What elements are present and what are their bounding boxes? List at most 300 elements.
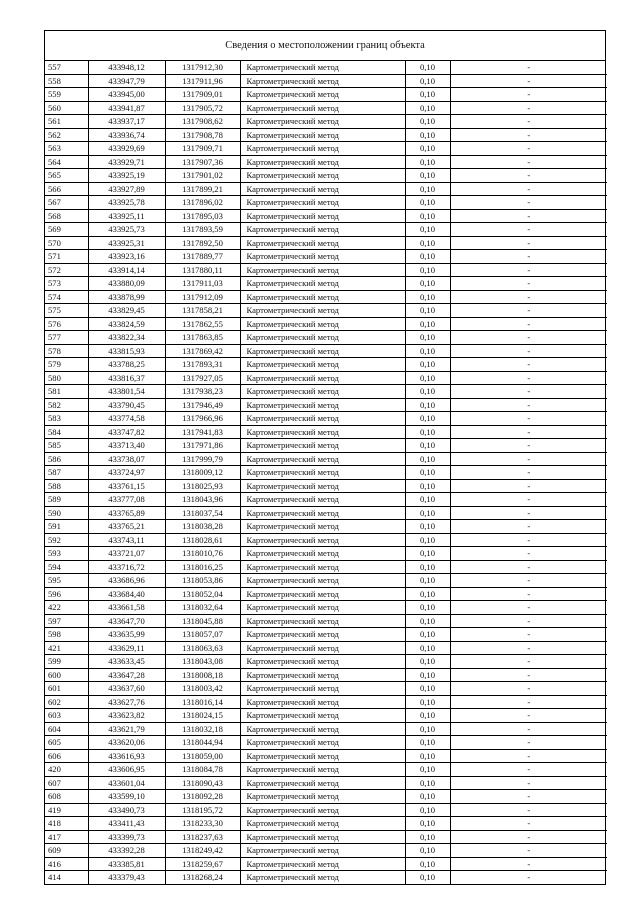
table-row — [45, 871, 607, 884]
precision-cell: 0,10 — [405, 209, 450, 223]
method-cell: Картометрический метод — [240, 709, 405, 723]
precision-cell: 0,10 — [405, 304, 450, 318]
description-cell: - — [450, 236, 607, 250]
coordinate-y-cell: 1318249,42 — [165, 844, 240, 858]
method-cell: Картометрический метод — [240, 344, 405, 358]
coordinate-y-cell: 1318003,42 — [165, 682, 240, 696]
coordinate-x-cell: 433616,93 — [88, 749, 165, 763]
method-cell: Картометрический метод — [240, 493, 405, 507]
method-cell: Картометрический метод — [240, 817, 405, 831]
coordinate-y-cell: 1318090,43 — [165, 776, 240, 790]
precision-cell: 0,10 — [405, 155, 450, 169]
method-cell: Картометрический метод — [240, 790, 405, 804]
table-row — [45, 790, 607, 804]
method-cell: Картометрический метод — [240, 736, 405, 750]
coordinate-x-cell: 433925,19 — [88, 169, 165, 183]
point-number-cell: 595 — [45, 574, 88, 588]
point-number-cell: 564 — [45, 155, 88, 169]
coordinate-x-cell: 433716,72 — [88, 560, 165, 574]
table-row — [45, 520, 607, 534]
coordinate-y-cell: 1318057,07 — [165, 628, 240, 642]
method-cell: Картометрический метод — [240, 668, 405, 682]
precision-cell: 0,10 — [405, 74, 450, 88]
description-cell: - — [450, 479, 607, 493]
precision-cell: 0,10 — [405, 871, 450, 884]
coordinate-x-cell: 433738,07 — [88, 452, 165, 466]
precision-cell: 0,10 — [405, 439, 450, 453]
precision-cell: 0,10 — [405, 479, 450, 493]
coordinate-y-cell: 1318043,08 — [165, 655, 240, 669]
description-cell: - — [450, 169, 607, 183]
coordinate-x-cell: 433941,87 — [88, 101, 165, 115]
description-cell: - — [450, 61, 607, 74]
point-number-cell: 577 — [45, 331, 88, 345]
coordinate-x-cell: 433761,15 — [88, 479, 165, 493]
point-number-cell: 602 — [45, 695, 88, 709]
point-number-cell: 601 — [45, 682, 88, 696]
description-cell: - — [450, 371, 607, 385]
coordinate-y-cell: 1317863,85 — [165, 331, 240, 345]
description-cell: - — [450, 641, 607, 655]
point-number-cell: 585 — [45, 439, 88, 453]
description-cell: - — [450, 506, 607, 520]
precision-cell: 0,10 — [405, 466, 450, 480]
table-row — [45, 61, 607, 74]
precision-cell: 0,10 — [405, 506, 450, 520]
coordinate-x-cell: 433925,78 — [88, 196, 165, 210]
table-row — [45, 155, 607, 169]
coordinate-x-cell: 433399,73 — [88, 830, 165, 844]
coordinate-y-cell: 1317999,79 — [165, 452, 240, 466]
description-cell: - — [450, 290, 607, 304]
point-number-cell: 558 — [45, 74, 88, 88]
coordinate-x-cell: 433620,06 — [88, 736, 165, 750]
table-row — [45, 709, 607, 723]
description-cell: - — [450, 668, 607, 682]
point-number-cell: 418 — [45, 817, 88, 831]
point-number-cell: 565 — [45, 169, 88, 183]
coordinate-y-cell: 1318044,94 — [165, 736, 240, 750]
description-cell: - — [450, 614, 607, 628]
coordinate-x-cell: 433637,60 — [88, 682, 165, 696]
method-cell: Картометрический метод — [240, 304, 405, 318]
method-cell: Картометрический метод — [240, 331, 405, 345]
document-title: Сведения о местоположении границ объекта — [45, 31, 605, 61]
table-row — [45, 817, 607, 831]
description-cell: - — [450, 790, 607, 804]
method-cell: Картометрический метод — [240, 358, 405, 372]
coordinate-y-cell: 1318063,63 — [165, 641, 240, 655]
coordinate-y-cell: 1317858,21 — [165, 304, 240, 318]
precision-cell: 0,10 — [405, 169, 450, 183]
method-cell: Картометрический метод — [240, 155, 405, 169]
table-row — [45, 236, 607, 250]
table-row — [45, 223, 607, 237]
coordinate-x-cell: 433599,10 — [88, 790, 165, 804]
precision-cell: 0,10 — [405, 817, 450, 831]
precision-cell: 0,10 — [405, 385, 450, 399]
point-number-cell: 578 — [45, 344, 88, 358]
table-row — [45, 88, 607, 102]
coordinate-x-cell: 433647,70 — [88, 614, 165, 628]
coordinate-x-cell: 433621,79 — [88, 722, 165, 736]
method-cell: Картометрический метод — [240, 196, 405, 210]
point-number-cell: 580 — [45, 371, 88, 385]
description-cell: - — [450, 844, 607, 858]
precision-cell: 0,10 — [405, 790, 450, 804]
point-number-cell: 568 — [45, 209, 88, 223]
method-cell: Картометрический метод — [240, 857, 405, 871]
point-number-cell: 607 — [45, 776, 88, 790]
table-row — [45, 128, 607, 142]
coordinate-y-cell: 1318195,72 — [165, 803, 240, 817]
description-cell: - — [450, 74, 607, 88]
method-cell: Картометрический метод — [240, 466, 405, 480]
table-row — [45, 304, 607, 318]
precision-cell: 0,10 — [405, 668, 450, 682]
point-number-cell: 579 — [45, 358, 88, 372]
method-cell: Картометрический метод — [240, 628, 405, 642]
point-number-cell: 567 — [45, 196, 88, 210]
precision-cell: 0,10 — [405, 533, 450, 547]
method-cell: Картометрический метод — [240, 412, 405, 426]
table-row — [45, 587, 607, 601]
precision-cell: 0,10 — [405, 115, 450, 129]
point-number-cell: 594 — [45, 560, 88, 574]
point-number-cell: 608 — [45, 790, 88, 804]
table-row — [45, 466, 607, 480]
coordinate-x-cell: 433647,28 — [88, 668, 165, 682]
coordinate-x-cell: 433947,79 — [88, 74, 165, 88]
coordinate-y-cell: 1318016,25 — [165, 560, 240, 574]
table-row — [45, 695, 607, 709]
description-cell: - — [450, 344, 607, 358]
description-cell: - — [450, 223, 607, 237]
point-number-cell: 559 — [45, 88, 88, 102]
method-cell: Картометрический метод — [240, 115, 405, 129]
table-row — [45, 493, 607, 507]
precision-cell: 0,10 — [405, 641, 450, 655]
table-row — [45, 371, 607, 385]
coordinate-y-cell: 1318016,14 — [165, 695, 240, 709]
table-row — [45, 776, 607, 790]
coordinate-x-cell: 433929,71 — [88, 155, 165, 169]
point-number-cell: 574 — [45, 290, 88, 304]
precision-cell: 0,10 — [405, 371, 450, 385]
method-cell: Картометрический метод — [240, 533, 405, 547]
coordinate-x-cell: 433411,43 — [88, 817, 165, 831]
coordinate-y-cell: 1318008,18 — [165, 668, 240, 682]
point-number-cell: 582 — [45, 398, 88, 412]
table-row — [45, 668, 607, 682]
coordinate-x-cell: 433724,97 — [88, 466, 165, 480]
description-cell: - — [450, 331, 607, 345]
point-number-cell: 590 — [45, 506, 88, 520]
coordinate-y-cell: 1318024,15 — [165, 709, 240, 723]
method-cell: Картометрический метод — [240, 574, 405, 588]
description-cell: - — [450, 263, 607, 277]
coordinate-x-cell: 433925,11 — [88, 209, 165, 223]
precision-cell: 0,10 — [405, 655, 450, 669]
coordinate-x-cell: 433633,45 — [88, 655, 165, 669]
coordinate-y-cell: 1318032,64 — [165, 601, 240, 615]
method-cell: Картометрический метод — [240, 682, 405, 696]
method-cell: Картометрический метод — [240, 844, 405, 858]
description-cell: - — [450, 817, 607, 831]
description-cell: - — [450, 439, 607, 453]
method-cell: Картометрический метод — [240, 209, 405, 223]
description-cell: - — [450, 520, 607, 534]
precision-cell: 0,10 — [405, 223, 450, 237]
precision-cell: 0,10 — [405, 547, 450, 561]
description-cell: - — [450, 358, 607, 372]
point-number-cell: 584 — [45, 425, 88, 439]
method-cell: Картометрический метод — [240, 61, 405, 74]
coordinate-x-cell: 433713,40 — [88, 439, 165, 453]
coordinate-y-cell: 1317893,59 — [165, 223, 240, 237]
table-row — [45, 682, 607, 696]
method-cell: Картометрический метод — [240, 263, 405, 277]
coordinate-x-cell: 433925,31 — [88, 236, 165, 250]
method-cell: Картометрический метод — [240, 479, 405, 493]
precision-cell: 0,10 — [405, 803, 450, 817]
coordinate-y-cell: 1317909,71 — [165, 142, 240, 156]
coordinate-y-cell: 1318037,54 — [165, 506, 240, 520]
precision-cell: 0,10 — [405, 88, 450, 102]
description-cell: - — [450, 682, 607, 696]
coordinate-x-cell: 433801,54 — [88, 385, 165, 399]
precision-cell: 0,10 — [405, 520, 450, 534]
coordinate-x-cell: 433777,08 — [88, 493, 165, 507]
description-cell: - — [450, 857, 607, 871]
point-number-cell: 570 — [45, 236, 88, 250]
table-row — [45, 142, 607, 156]
method-cell: Картометрический метод — [240, 830, 405, 844]
description-cell: - — [450, 196, 607, 210]
coordinate-x-cell: 433945,00 — [88, 88, 165, 102]
coordinate-x-cell: 433824,59 — [88, 317, 165, 331]
coordinate-y-cell: 1318009,12 — [165, 466, 240, 480]
point-number-cell: 581 — [45, 385, 88, 399]
method-cell: Картометрический метод — [240, 142, 405, 156]
coordinate-y-cell: 1317907,36 — [165, 155, 240, 169]
description-cell: - — [450, 142, 607, 156]
point-number-cell: 596 — [45, 587, 88, 601]
coordinates-table — [45, 61, 607, 884]
point-number-cell: 592 — [45, 533, 88, 547]
coordinate-x-cell: 433635,99 — [88, 628, 165, 642]
table-row — [45, 290, 607, 304]
table-row — [45, 263, 607, 277]
coordinate-y-cell: 1318032,18 — [165, 722, 240, 736]
coordinate-x-cell: 433627,76 — [88, 695, 165, 709]
coordinate-y-cell: 1318259,67 — [165, 857, 240, 871]
point-number-cell: 587 — [45, 466, 88, 480]
method-cell: Картометрический метод — [240, 641, 405, 655]
method-cell: Картометрический метод — [240, 290, 405, 304]
table-row — [45, 331, 607, 345]
method-cell: Картометрический метод — [240, 425, 405, 439]
coordinate-x-cell: 433747,82 — [88, 425, 165, 439]
table-row — [45, 358, 607, 372]
coordinate-x-cell: 433385,81 — [88, 857, 165, 871]
description-cell: - — [450, 398, 607, 412]
coordinate-x-cell: 433878,99 — [88, 290, 165, 304]
point-number-cell: 419 — [45, 803, 88, 817]
precision-cell: 0,10 — [405, 142, 450, 156]
table-row — [45, 614, 607, 628]
precision-cell: 0,10 — [405, 682, 450, 696]
point-number-cell: 576 — [45, 317, 88, 331]
precision-cell: 0,10 — [405, 709, 450, 723]
method-cell: Картометрический метод — [240, 763, 405, 777]
table-row — [45, 547, 607, 561]
table-row — [45, 74, 607, 88]
point-number-cell: 573 — [45, 277, 88, 291]
table-row — [45, 560, 607, 574]
table-row — [45, 344, 607, 358]
description-cell: - — [450, 115, 607, 129]
point-number-cell: 561 — [45, 115, 88, 129]
table-row — [45, 385, 607, 399]
precision-cell: 0,10 — [405, 493, 450, 507]
coordinate-y-cell: 1317912,09 — [165, 290, 240, 304]
point-number-cell: 421 — [45, 641, 88, 655]
coordinate-y-cell: 1318045,88 — [165, 614, 240, 628]
method-cell: Картометрический метод — [240, 506, 405, 520]
precision-cell: 0,10 — [405, 290, 450, 304]
coordinate-x-cell: 433721,07 — [88, 547, 165, 561]
method-cell: Картометрический метод — [240, 601, 405, 615]
precision-cell: 0,10 — [405, 196, 450, 210]
point-number-cell: 598 — [45, 628, 88, 642]
coordinate-x-cell: 433937,17 — [88, 115, 165, 129]
precision-cell: 0,10 — [405, 857, 450, 871]
table-row — [45, 479, 607, 493]
table-row — [45, 749, 607, 763]
precision-cell: 0,10 — [405, 452, 450, 466]
table-row — [45, 317, 607, 331]
coordinate-x-cell: 433816,37 — [88, 371, 165, 385]
method-cell: Картометрический метод — [240, 398, 405, 412]
coordinate-y-cell: 1317892,50 — [165, 236, 240, 250]
table-row — [45, 506, 607, 520]
description-cell: - — [450, 493, 607, 507]
precision-cell: 0,10 — [405, 695, 450, 709]
description-cell: - — [450, 317, 607, 331]
table-row — [45, 655, 607, 669]
coordinate-y-cell: 1317908,62 — [165, 115, 240, 129]
table-row — [45, 763, 607, 777]
point-number-cell: 604 — [45, 722, 88, 736]
coordinate-y-cell: 1317912,30 — [165, 61, 240, 74]
method-cell: Картометрический метод — [240, 223, 405, 237]
precision-cell: 0,10 — [405, 236, 450, 250]
method-cell: Картометрический метод — [240, 722, 405, 736]
precision-cell: 0,10 — [405, 574, 450, 588]
table-row — [45, 115, 607, 129]
method-cell: Картометрический метод — [240, 560, 405, 574]
description-cell: - — [450, 655, 607, 669]
description-cell: - — [450, 574, 607, 588]
description-cell: - — [450, 533, 607, 547]
table-row — [45, 641, 607, 655]
description-cell: - — [450, 452, 607, 466]
precision-cell: 0,10 — [405, 722, 450, 736]
point-number-cell: 600 — [45, 668, 88, 682]
description-cell: - — [450, 560, 607, 574]
table-row — [45, 803, 607, 817]
coordinate-y-cell: 1317946,49 — [165, 398, 240, 412]
description-cell: - — [527, 872, 531, 883]
coordinate-y-cell: 1318010,76 — [165, 547, 240, 561]
coordinate-x-cell: 433765,89 — [88, 506, 165, 520]
coordinate-y-cell: 1317908,78 — [165, 128, 240, 142]
description-cell: - — [450, 722, 607, 736]
table-row — [45, 601, 607, 615]
coordinate-x-cell: 433623,82 — [88, 709, 165, 723]
precision-cell: 0,10 — [405, 101, 450, 115]
precision-cell: 0,10 — [405, 412, 450, 426]
description-cell: - — [450, 155, 607, 169]
precision-cell: 0,10 — [405, 628, 450, 642]
point-number-cell: 571 — [45, 250, 88, 264]
precision-cell: 0,10 — [405, 763, 450, 777]
description-cell: - — [450, 749, 607, 763]
coordinate-x-cell: 433392,28 — [88, 844, 165, 858]
description-cell: - — [450, 277, 607, 291]
coordinate-x-cell: 433829,45 — [88, 304, 165, 318]
table-row — [45, 452, 607, 466]
coordinate-y-cell: 1317966,96 — [165, 412, 240, 426]
coordinate-y-cell: 1318052,04 — [165, 587, 240, 601]
coordinate-y-cell: 1317880,11 — [165, 263, 240, 277]
precision-cell: 0,10 — [405, 614, 450, 628]
point-number-cell: 416 — [45, 857, 88, 871]
table-row — [45, 196, 607, 210]
precision-cell: 0,10 — [405, 344, 450, 358]
coordinate-y-cell: 1318233,30 — [165, 817, 240, 831]
precision-cell: 0,10 — [405, 425, 450, 439]
precision-cell: 0,10 — [405, 736, 450, 750]
description-cell: - — [450, 101, 607, 115]
point-number-cell: 586 — [45, 452, 88, 466]
description-cell: - — [450, 128, 607, 142]
description-cell: - — [450, 709, 607, 723]
coordinate-y-cell: 1317895,03 — [165, 209, 240, 223]
point-number-cell: 562 — [45, 128, 88, 142]
table-row — [45, 277, 607, 291]
table-row — [45, 736, 607, 750]
point-number-cell: 597 — [45, 614, 88, 628]
point-number-cell: 566 — [45, 182, 88, 196]
method-cell: Картометрический метод — [240, 236, 405, 250]
point-number-cell: 609 — [45, 844, 88, 858]
point-number-cell: 599 — [45, 655, 88, 669]
point-number-cell: 572 — [45, 263, 88, 277]
coordinate-x-cell: 433743,11 — [88, 533, 165, 547]
coordinate-y-cell: 1317909,01 — [165, 88, 240, 102]
coordinate-y-cell: 1317901,02 — [165, 169, 240, 183]
method-cell: Картометрический метод — [240, 182, 405, 196]
method-cell: Картометрический метод — [240, 74, 405, 88]
table-row — [45, 101, 607, 115]
method-cell: Картометрический метод — [240, 803, 405, 817]
coordinate-x-cell: 433661,58 — [88, 601, 165, 615]
description-cell: - — [450, 736, 607, 750]
method-cell: Картометрический метод — [240, 250, 405, 264]
point-number-cell: 593 — [45, 547, 88, 561]
